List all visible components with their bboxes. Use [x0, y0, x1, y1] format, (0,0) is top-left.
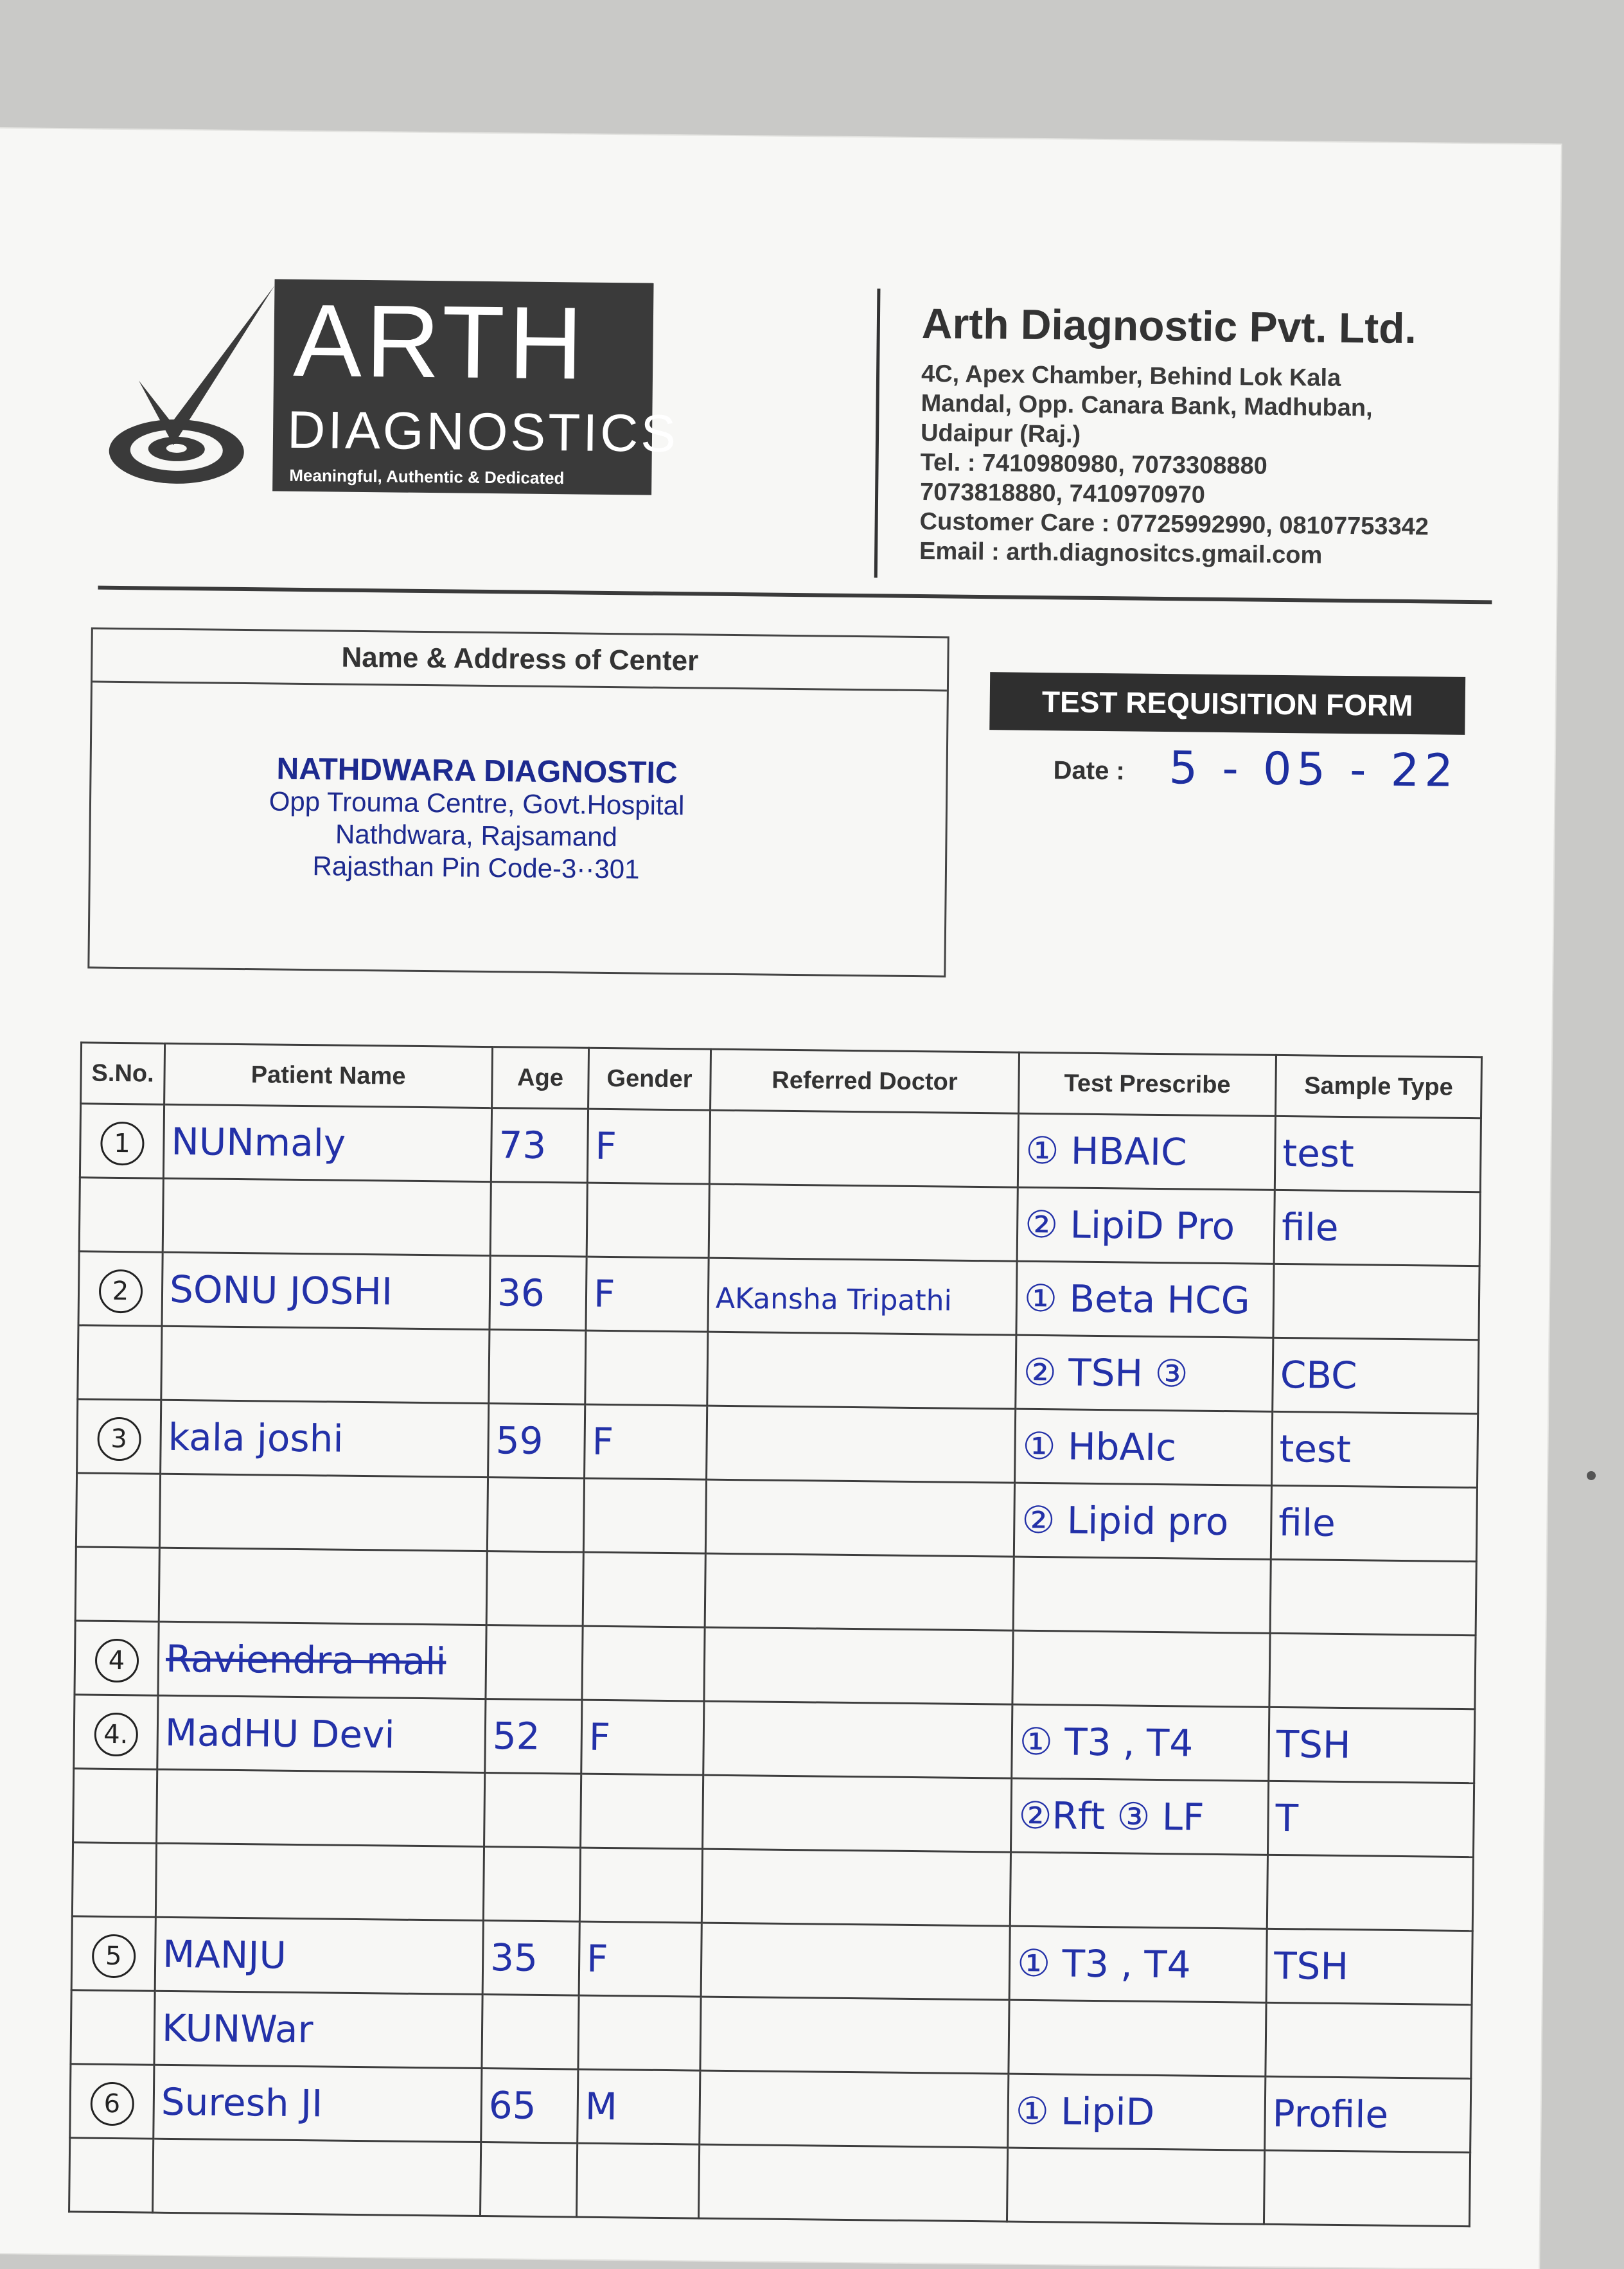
phone-line: 7073818880, 7410970970	[919, 479, 1206, 509]
gender-cell	[581, 1774, 703, 1849]
address-line: 4C, Apex Chamber, Behind Lok Kala	[921, 360, 1341, 392]
table-row	[78, 1325, 1479, 1414]
sno-cell	[69, 2138, 154, 2212]
table-row	[72, 1842, 1473, 1931]
company-info	[919, 299, 1539, 572]
header-divider	[874, 288, 881, 578]
sample-type-cell	[1266, 2002, 1472, 2078]
header-age: Age	[492, 1047, 589, 1109]
test-text: ②Rft ③ LF	[1018, 1793, 1205, 1839]
sno-cell	[76, 1473, 160, 1548]
patient-name-cell	[162, 1252, 490, 1329]
header-gender: Gender	[588, 1048, 711, 1110]
sno-cell	[71, 1990, 155, 2065]
table-row	[74, 1695, 1475, 1783]
center-address-box	[87, 628, 949, 978]
sno-cell	[73, 1769, 157, 1843]
gender-cell	[585, 1404, 707, 1479]
test-cell	[1012, 1630, 1270, 1707]
patient-name-cell	[155, 1917, 483, 1994]
referred-doctor-cell	[698, 2144, 1007, 2221]
age-cell	[486, 1625, 583, 1700]
sno-cell	[70, 2064, 154, 2139]
age-cell	[481, 2069, 578, 2144]
test-cell	[1015, 1409, 1273, 1485]
test-text: ② TSH ③	[1023, 1350, 1188, 1396]
age-text: 52	[492, 1714, 541, 1758]
table-row	[70, 2064, 1471, 2153]
sno-cell	[71, 1916, 155, 1991]
patient-name-text: SONU JOSHI	[169, 1267, 393, 1314]
gender-cell	[586, 1257, 709, 1332]
patient-name-cell	[163, 1104, 491, 1181]
test-cell	[1010, 1852, 1267, 1929]
table-row	[69, 2138, 1470, 2227]
patient-table	[68, 1041, 1483, 2227]
table-row	[77, 1399, 1478, 1488]
sample-type-text: T	[1275, 1796, 1299, 1841]
logo-tagline: Meaningful, Authentic & Dedicated	[289, 465, 565, 488]
age-text: 36	[497, 1271, 545, 1315]
sample-type-text: TSH	[1273, 1943, 1349, 1989]
sample-type-cell	[1271, 1411, 1478, 1487]
referred-doctor-cell	[708, 1258, 1017, 1335]
row-number-circle: 4.	[94, 1712, 138, 1756]
patient-name-cell	[155, 1843, 484, 1920]
sno-cell	[72, 1842, 156, 1917]
gender-text: F	[588, 1715, 611, 1760]
patient-name-text: Raviendra mali	[165, 1636, 446, 1684]
patient-name-text: kala joshi	[168, 1415, 344, 1461]
sample-type-text: test	[1282, 1131, 1355, 1176]
age-text: 59	[495, 1418, 543, 1463]
sample-type-text: test	[1279, 1426, 1352, 1472]
age-cell	[484, 1773, 581, 1848]
logo-title: ARTH	[292, 282, 588, 401]
phone-line: Tel. : 7410980980, 7073308880	[920, 449, 1268, 480]
gender-cell	[578, 2069, 700, 2144]
gender-cell	[578, 1995, 701, 2070]
age-cell	[481, 2142, 578, 2218]
sample-type-cell	[1265, 2076, 1471, 2152]
sample-type-text: file	[1281, 1205, 1339, 1249]
patient-name-text: Suresh JI	[161, 2079, 323, 2126]
gender-cell	[583, 1478, 706, 1553]
gender-cell	[587, 1183, 709, 1258]
age-text: 65	[488, 2083, 536, 2128]
referred-doctor-cell	[709, 1110, 1018, 1187]
gender-cell	[585, 1330, 708, 1406]
arth-logo-target-icon	[99, 278, 294, 491]
row-number-circle: 2	[98, 1269, 143, 1313]
referred-doctor-cell	[705, 1479, 1014, 1557]
center-stamp	[187, 752, 766, 887]
test-cell	[1016, 1261, 1274, 1338]
row-number-circle: 5	[91, 1934, 136, 1978]
patient-name-text: MANJU	[162, 1932, 287, 1977]
test-text: ② Lipid pro	[1021, 1497, 1229, 1544]
patient-name-cell	[159, 1548, 487, 1625]
sno-cell	[74, 1695, 158, 1769]
stamp-line: Opp Trouma Centre, Govt.Hospital	[269, 786, 685, 821]
company-name: Arth Diagnostic Pvt. Ltd.	[921, 299, 1417, 353]
age-cell	[491, 1108, 588, 1183]
age-cell	[483, 1847, 580, 1922]
age-cell	[488, 1404, 585, 1479]
sample-type-cell	[1266, 1929, 1472, 2004]
table-row	[71, 1916, 1472, 2005]
sample-type-cell	[1271, 1485, 1477, 1561]
row-number-circle: 6	[90, 2081, 134, 2126]
table-row	[76, 1473, 1477, 1562]
address-line: Udaipur (Raj.)	[920, 419, 1081, 448]
customer-care-line: Customer Care : 07725992990, 08107753342	[919, 508, 1429, 541]
stamp-line: NATHDWARA DIAGNOSTIC	[276, 752, 678, 791]
test-text: ② LipiD Pro	[1024, 1202, 1235, 1249]
gender-cell	[581, 1700, 704, 1775]
sample-type-cell	[1275, 1116, 1481, 1192]
referred-doctor-cell	[709, 1184, 1018, 1261]
sno-cell	[79, 1178, 163, 1252]
sample-type-cell	[1267, 1781, 1474, 1857]
patient-name-cell	[163, 1178, 491, 1255]
age-cell	[487, 1478, 584, 1553]
sno-cell	[78, 1251, 163, 1326]
patient-name-cell	[158, 1621, 486, 1699]
patient-name-text: MadHU Devi	[164, 1710, 395, 1757]
gender-text: F	[586, 1936, 608, 1981]
referred-doctor-cell	[705, 1553, 1014, 1630]
patient-name-cell	[157, 1769, 485, 1846]
gender-cell	[579, 1921, 702, 1997]
sample-type-cell	[1269, 1633, 1476, 1709]
test-cell	[1017, 1187, 1275, 1264]
header-sno: S.No.	[81, 1043, 165, 1104]
referred-doctor-cell	[703, 1701, 1012, 1778]
form-title: TEST REQUISITION FORM	[989, 672, 1465, 735]
sample-type-cell	[1273, 1264, 1479, 1339]
gender-text: F	[592, 1419, 614, 1464]
table-row	[75, 1547, 1476, 1636]
referred-doctor-cell	[707, 1332, 1016, 1409]
referred-doctor-text: AKansha Tripathi	[715, 1282, 953, 1318]
stamp-line: Nathdwara, Rajsamand	[335, 818, 618, 852]
header-test-prescribe: Test Prescribe	[1019, 1052, 1276, 1116]
table-row	[75, 1621, 1476, 1709]
test-text: ① HBAIC	[1025, 1128, 1187, 1174]
test-cell	[1009, 2000, 1266, 2076]
table-row	[78, 1251, 1479, 1340]
referred-doctor-cell	[704, 1627, 1013, 1704]
test-cell	[1013, 1557, 1271, 1633]
row-number-circle: 3	[97, 1417, 141, 1461]
test-cell	[1011, 1778, 1268, 1855]
test-cell	[1018, 1113, 1275, 1190]
patient-name-text: NUNmaly	[171, 1119, 346, 1165]
sample-type-cell	[1274, 1190, 1480, 1266]
test-text: ① T3 , T4	[1019, 1719, 1194, 1765]
header-rule	[98, 586, 1492, 605]
stamp-line: Rajasthan Pin Code-3··301	[312, 851, 640, 885]
date-label: Date :	[1053, 756, 1125, 786]
referred-doctor-cell	[707, 1406, 1016, 1483]
patient-name-cell	[157, 1695, 486, 1772]
gender-cell	[582, 1626, 705, 1701]
gender-text: M	[585, 2084, 618, 2129]
sno-cell	[77, 1399, 161, 1474]
header-patient-name: Patient Name	[164, 1043, 493, 1108]
sample-type-cell	[1267, 1855, 1473, 1930]
header-referred-doctor: Referred Doctor	[710, 1049, 1019, 1113]
sample-type-text: CBC	[1280, 1352, 1357, 1398]
gender-cell	[577, 2143, 700, 2218]
sample-type-cell	[1273, 1338, 1479, 1413]
center-heading: Name & Address of Center	[93, 630, 948, 692]
referred-doctor-cell	[700, 2070, 1009, 2148]
gender-text: F	[595, 1124, 617, 1169]
address-line: Mandal, Opp. Canara Bank, Madhuban,	[921, 390, 1373, 422]
table-row	[71, 1990, 1472, 2079]
age-cell	[486, 1551, 583, 1627]
table-row	[73, 1769, 1474, 1857]
sample-type-text: Profile	[1272, 2091, 1389, 2137]
test-text: ① LipiD	[1015, 2088, 1155, 2134]
gender-text: F	[593, 1271, 615, 1316]
row-number-circle: 1	[100, 1121, 145, 1165]
patient-name-text: KUNWar	[161, 2006, 313, 2052]
referred-doctor-cell	[703, 1775, 1012, 1852]
test-text: ① T3 , T4	[1016, 1941, 1191, 1987]
test-cell	[1016, 1335, 1273, 1411]
header-sample-type: Sample Type	[1276, 1055, 1482, 1118]
age-cell	[489, 1330, 586, 1405]
test-cell	[1014, 1483, 1271, 1559]
patient-name-cell	[153, 2139, 481, 2216]
sno-cell	[75, 1547, 159, 1621]
test-cell	[1007, 2148, 1264, 2224]
table-row	[80, 1104, 1481, 1192]
sno-cell	[75, 1621, 159, 1695]
sno-cell	[80, 1104, 164, 1178]
patient-name-cell	[161, 1326, 490, 1403]
arth-logo	[272, 279, 679, 495]
logo-subtitle: DIAGNOSTICS	[287, 400, 679, 464]
age-text: 35	[490, 1936, 538, 1980]
sno-cell	[78, 1325, 162, 1400]
sample-type-cell	[1269, 1707, 1475, 1783]
sample-type-cell	[1270, 1559, 1476, 1635]
gender-cell	[583, 1552, 705, 1627]
gender-cell	[587, 1109, 710, 1184]
referred-doctor-cell	[701, 1923, 1010, 2000]
table-row	[79, 1178, 1480, 1266]
referred-doctor-cell	[700, 1997, 1009, 2074]
patient-name-cell	[161, 1400, 489, 1477]
sample-type-text: TSH	[1276, 1722, 1351, 1767]
sample-type-text: file	[1278, 1500, 1336, 1545]
patient-name-cell	[154, 2065, 482, 2142]
paper-mark	[1587, 1471, 1596, 1480]
age-cell	[482, 1921, 579, 1996]
gender-cell	[579, 1848, 702, 1923]
test-text: ① HbAIc	[1022, 1424, 1177, 1470]
age-cell	[490, 1182, 587, 1257]
sample-type-cell	[1264, 2150, 1470, 2226]
date-value: 5 - 05 - 22	[1169, 741, 1459, 797]
patient-name-cell	[154, 1991, 482, 2068]
patient-name-cell	[159, 1474, 488, 1551]
row-number-circle: 4	[94, 1638, 139, 1682]
age-cell	[485, 1699, 582, 1774]
test-cell	[1009, 1926, 1267, 2002]
referred-doctor-cell	[702, 1849, 1011, 1926]
test-cell	[1012, 1704, 1269, 1781]
test-cell	[1008, 2074, 1266, 2150]
age-cell	[490, 1256, 587, 1331]
test-text: ① Beta HCG	[1023, 1276, 1251, 1323]
age-cell	[482, 1995, 579, 2070]
form-sheet	[0, 128, 1561, 2269]
age-text: 73	[499, 1123, 547, 1167]
email-line: Email : arth.diagnositcs.gmail.com	[919, 538, 1323, 569]
